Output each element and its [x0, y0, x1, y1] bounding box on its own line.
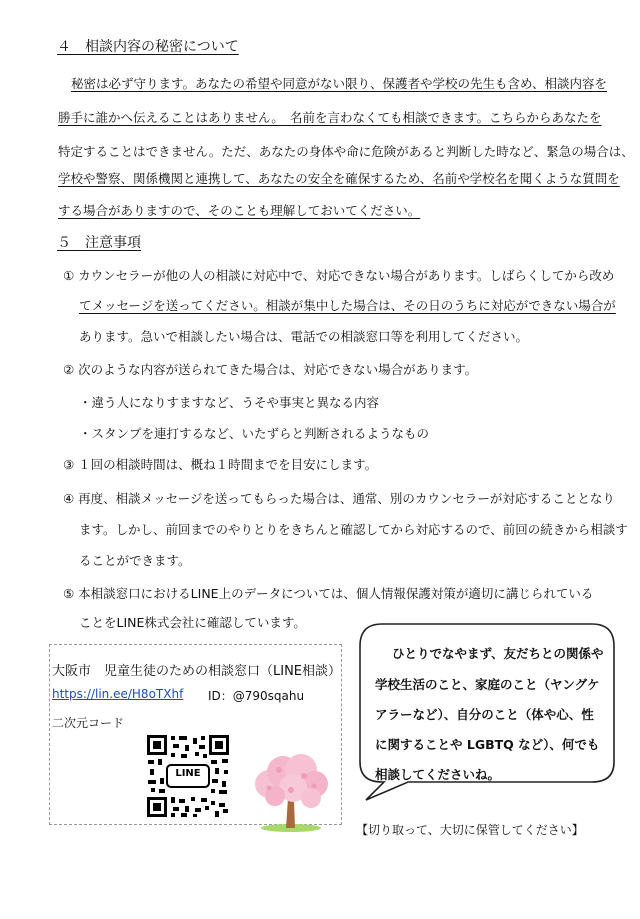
- section-4-title: ４ 相談内容の秘密について: [57, 39, 239, 55]
- note-5-line-1: ⑤ 本相談窓口におけるLINE上のデータについては、個人情報保護対策が適切に講じられている: [63, 586, 594, 601]
- note-2-bullet-1: ・違う人になりすますなど、うそや事実と異なる内容: [79, 395, 380, 410]
- note-4-line-1: ④ 再度、相談メッセージを送ってもらった場合は、通常、別のカウンセラーが対応することとなり: [63, 491, 615, 506]
- note-4-line-2: ます。しかし、前回までのやりとりをきちんと確認してから対応するので、前回の続きから相談す: [79, 522, 628, 537]
- note-5-line-2: ことをLINE株式会社に確認しています。: [79, 615, 306, 630]
- cherry-blossom-tree-icon: [249, 748, 333, 834]
- bubble-line-1: ひとりでなやまず、友だちとの関係や: [392, 646, 604, 661]
- card-title: 大阪市 児童生徒のための相談窓口（LINE相談）: [52, 664, 342, 679]
- section-4-line-4: 学校や警察、関係機関と連携して、あなたの安全を確保するため、名前や学校名を聞くような質問を: [58, 171, 620, 186]
- section-5-title: ５ 注意事項: [57, 235, 141, 251]
- cut-out-note: 【切り取って、大切に保管してください】: [356, 823, 584, 837]
- qr-center-label: LINE: [175, 768, 201, 779]
- qr-label: 二次元コード: [52, 716, 125, 730]
- section-4-line-5: する場合がありますので、そのことも理解しておいてください。: [58, 203, 421, 218]
- note-1-line-1: ① カウンセラーが他の人の相談に対応中で、対応できない場合があります。しばらくしてから改め: [63, 268, 615, 283]
- bubble-line-4: に関することや LGBTQ など）、何でも: [375, 737, 600, 752]
- line-id: ID：@790sqahu: [208, 689, 305, 703]
- note-3-line-1: ③ １回の相談時間は、概ね１時間までを目安にします。: [63, 457, 378, 472]
- note-1-line-3: あります。急いで相談したい場合は、電話での相談窓口等を利用してください。: [79, 329, 529, 344]
- section-4-line-3: 特定することはできません。ただ、あなたの身体や命に危険があると判断した時など、緊急の場合は、: [58, 144, 634, 159]
- note-2-bullet-2: ・スタンプを連打するなど、いたずらと判断されるようなもの: [79, 426, 430, 441]
- section-4-line-2: 勝手に誰かへ伝えることはありません。 名前を言わなくても相談できます。こちらからあなたを: [58, 110, 602, 125]
- note-4-line-3: ることができます。: [79, 553, 191, 568]
- bubble-line-5: 相談してくださいね。: [375, 767, 501, 782]
- note-2-line-1: ② 次のような内容が送られてきた場合は、対応できない場合があります。: [63, 362, 478, 377]
- bubble-line-3: アラーなど）、自分のこと（体や心、性: [375, 707, 594, 722]
- bubble-line-2: 学校生活のこと、家庭のこと（ヤングケ: [375, 677, 600, 692]
- note-1-line-2: てメッセージを送ってください。相談が集中した場合は、その日のうちに対応ができない場合が: [79, 298, 616, 313]
- line-link[interactable]: https://lin.ee/H8oTXhf: [52, 687, 184, 701]
- section-4-line-1: 秘密は必ず守ります。あなたの希望や同意がない限り、保護者や学校の先生も含め、相談内容を: [71, 76, 608, 91]
